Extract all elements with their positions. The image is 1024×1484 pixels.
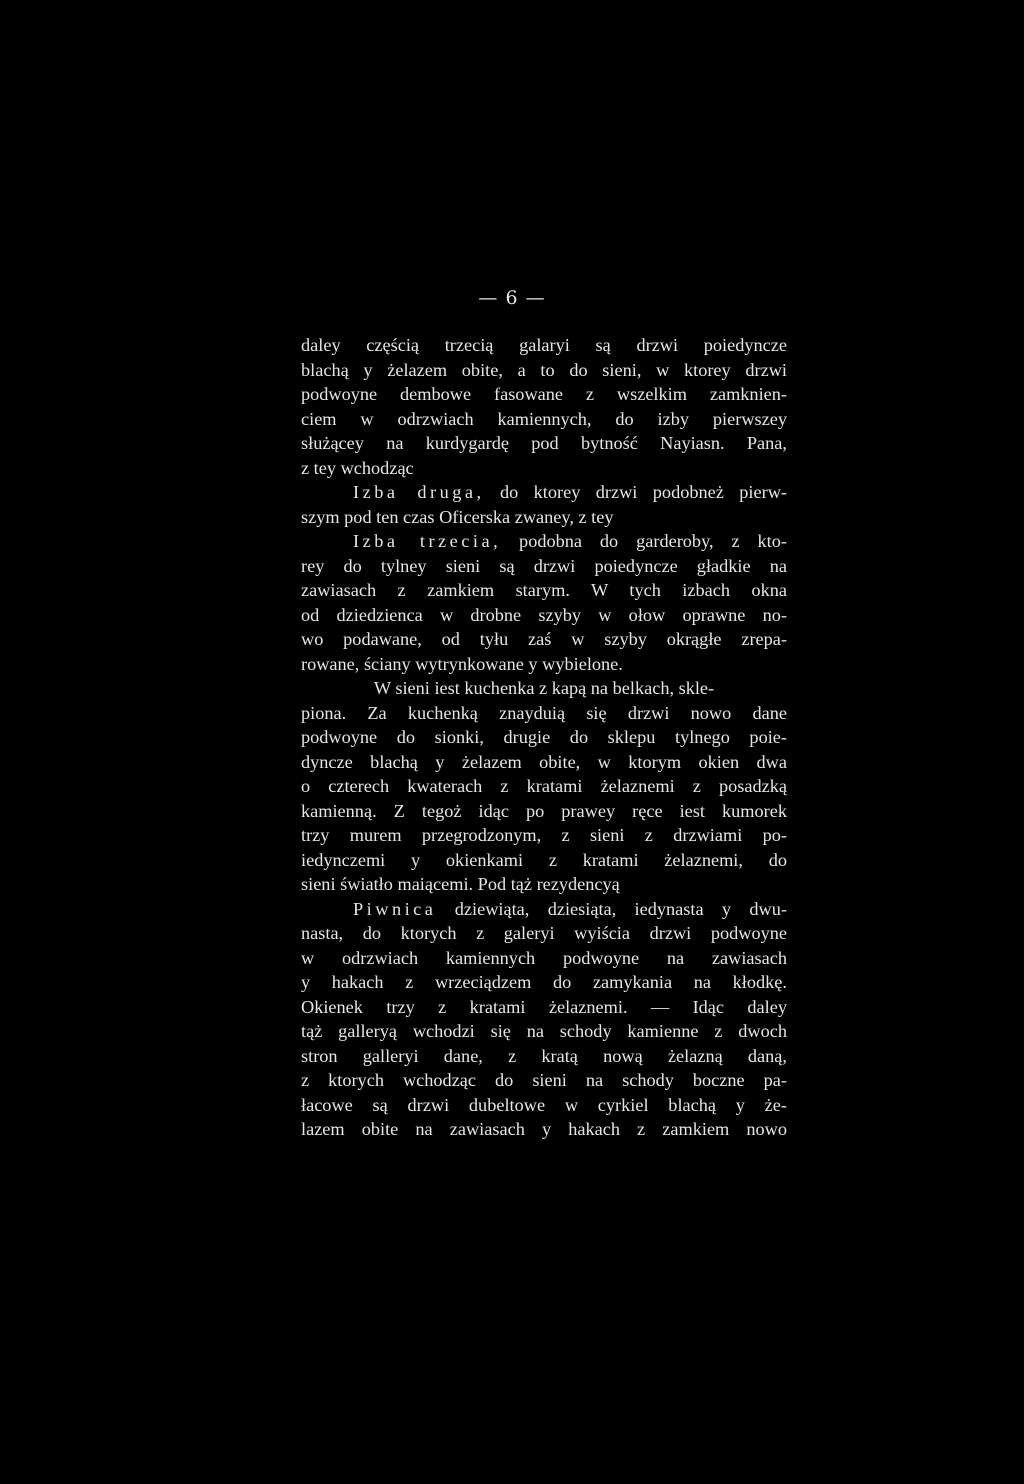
line-text: kamienną. Z tegoż idąc po prawey ręce iest kumorek: [301, 800, 787, 821]
spaced-heading: Piwnica: [353, 898, 437, 919]
text-line: [301, 848, 787, 873]
line-text: z ktorych wchodząc do sieni na schody boczne pa-: [301, 1070, 787, 1090]
line-text: tąż galleryą wchodzi się na schody kamienne z dwoch: [301, 1021, 787, 1041]
text-line: [301, 431, 787, 456]
text-line: [301, 750, 787, 775]
text-line: [301, 603, 787, 628]
line-text: blachą y żelazem obite, a to do sieni, w ktorey drzwi: [301, 359, 787, 380]
line-text: rey do tylney sieni są drzwi poiedyncze gładkie na: [301, 555, 787, 576]
text-line: [301, 652, 787, 677]
text-line: [301, 554, 787, 579]
line-text: szym pod ten czas Oficerska zwaney, z tey: [301, 506, 614, 527]
line-text: łacowe są drzwi dubeltowe w cyrkiel blachą y że-: [301, 1094, 787, 1115]
line-text: podwoyne do sionki, drugie do sklepu tylnego poie-: [301, 727, 787, 747]
line-text: do ktorey drzwi podobneż pierw-: [484, 482, 787, 502]
text-line: [301, 701, 787, 726]
text-line: [301, 921, 787, 946]
line-text: iedynczemi y okienkami z kratami żelaznemi, do: [301, 849, 787, 870]
line-text: dziewiąta, dziesiąta, iedynasta y dwu-: [436, 898, 787, 919]
line-text: służącey na kurdygardę pod bytność Nayiasn. Pana,: [301, 433, 787, 453]
text-line: [301, 1068, 787, 1093]
line-text: lazem obite na zawiasach y hakach z zamkiem nowo: [301, 1119, 787, 1139]
text-line: [301, 725, 787, 750]
text-line: [301, 456, 787, 481]
text-line: [301, 382, 787, 407]
text-line: [301, 970, 787, 995]
line-text: trzy murem przegrodzonym, z sieni z drzwiami po-: [301, 825, 787, 845]
text-line: [301, 872, 787, 897]
spaced-heading: Izba trzecia,: [353, 531, 502, 551]
body-text: [301, 333, 787, 1142]
text-line: [301, 995, 787, 1020]
line-text: Okienek trzy z kratami żelaznemi. — Idąc daley: [301, 996, 787, 1017]
spaced-heading: Izba druga,: [353, 482, 485, 502]
text-line: [301, 578, 787, 603]
line-text: W sieni iest kuchenka z kapą na belkach, skle-: [373, 678, 715, 698]
text-line: [301, 505, 787, 530]
text-line: [301, 774, 787, 799]
line-text: ciem w odrzwiach kamiennych, do izby pierwszey: [301, 408, 787, 429]
line-text: podobna do garderoby, z kto-: [501, 531, 787, 551]
text-line: [301, 358, 787, 383]
text-line: [301, 799, 787, 824]
line-text: piona. Za kuchenką znayduią się drzwi nowo dane: [301, 702, 787, 723]
page-number: — 6 —: [478, 287, 546, 309]
text-line: [301, 480, 787, 505]
line-text: sieni światło maiącemi. Pod tąż rezydencyą: [301, 874, 620, 894]
text-line: [301, 1019, 787, 1044]
text-line: [301, 1093, 787, 1118]
line-text: dyncze blachą y żelazem obite, w ktorym okien dwa: [301, 751, 787, 772]
line-text: w odrzwiach kamiennych podwoyne na zawiasach: [301, 947, 787, 968]
line-text: stron galleryi dane, z kratą nową żelazną daną,: [301, 1045, 787, 1066]
text-line: [301, 627, 787, 652]
line-text: z tey wchodząc: [301, 457, 414, 478]
line-text: rowane, ściany wytrynkowane y wybielone.: [301, 653, 623, 674]
line-text: zawiasach z zamkiem starym. W tych izbach okna: [301, 580, 787, 600]
text-line: [301, 946, 787, 971]
line-text: wo podawane, od tyłu zaś w szyby okrągłe zrepa-: [301, 629, 787, 649]
text-line: [301, 333, 787, 358]
line-text: daley częścią trzecią galaryi są drzwi poiedyncze: [301, 335, 787, 355]
line-text: nasta, do ktorych z galeryi wyiścia drzwi podwoyne: [301, 923, 787, 943]
text-line: [301, 676, 787, 701]
line-text: o czterech kwaterach z kratami żelaznemi z posadzką: [301, 776, 787, 796]
line-text: y hakach z wrzeciądzem do zamykania na kłodkę.: [301, 972, 787, 992]
text-line: [301, 897, 787, 922]
text-line: [301, 407, 787, 432]
text-line: [301, 823, 787, 848]
text-line: [301, 529, 787, 554]
line-text: podwoyne dembowe fasowane z wszelkim zamknien-: [301, 384, 787, 404]
line-text: od dziedzienca w drobne szyby w ołow oprawne no-: [301, 604, 787, 625]
text-line: [301, 1044, 787, 1069]
text-line: [301, 1117, 787, 1142]
